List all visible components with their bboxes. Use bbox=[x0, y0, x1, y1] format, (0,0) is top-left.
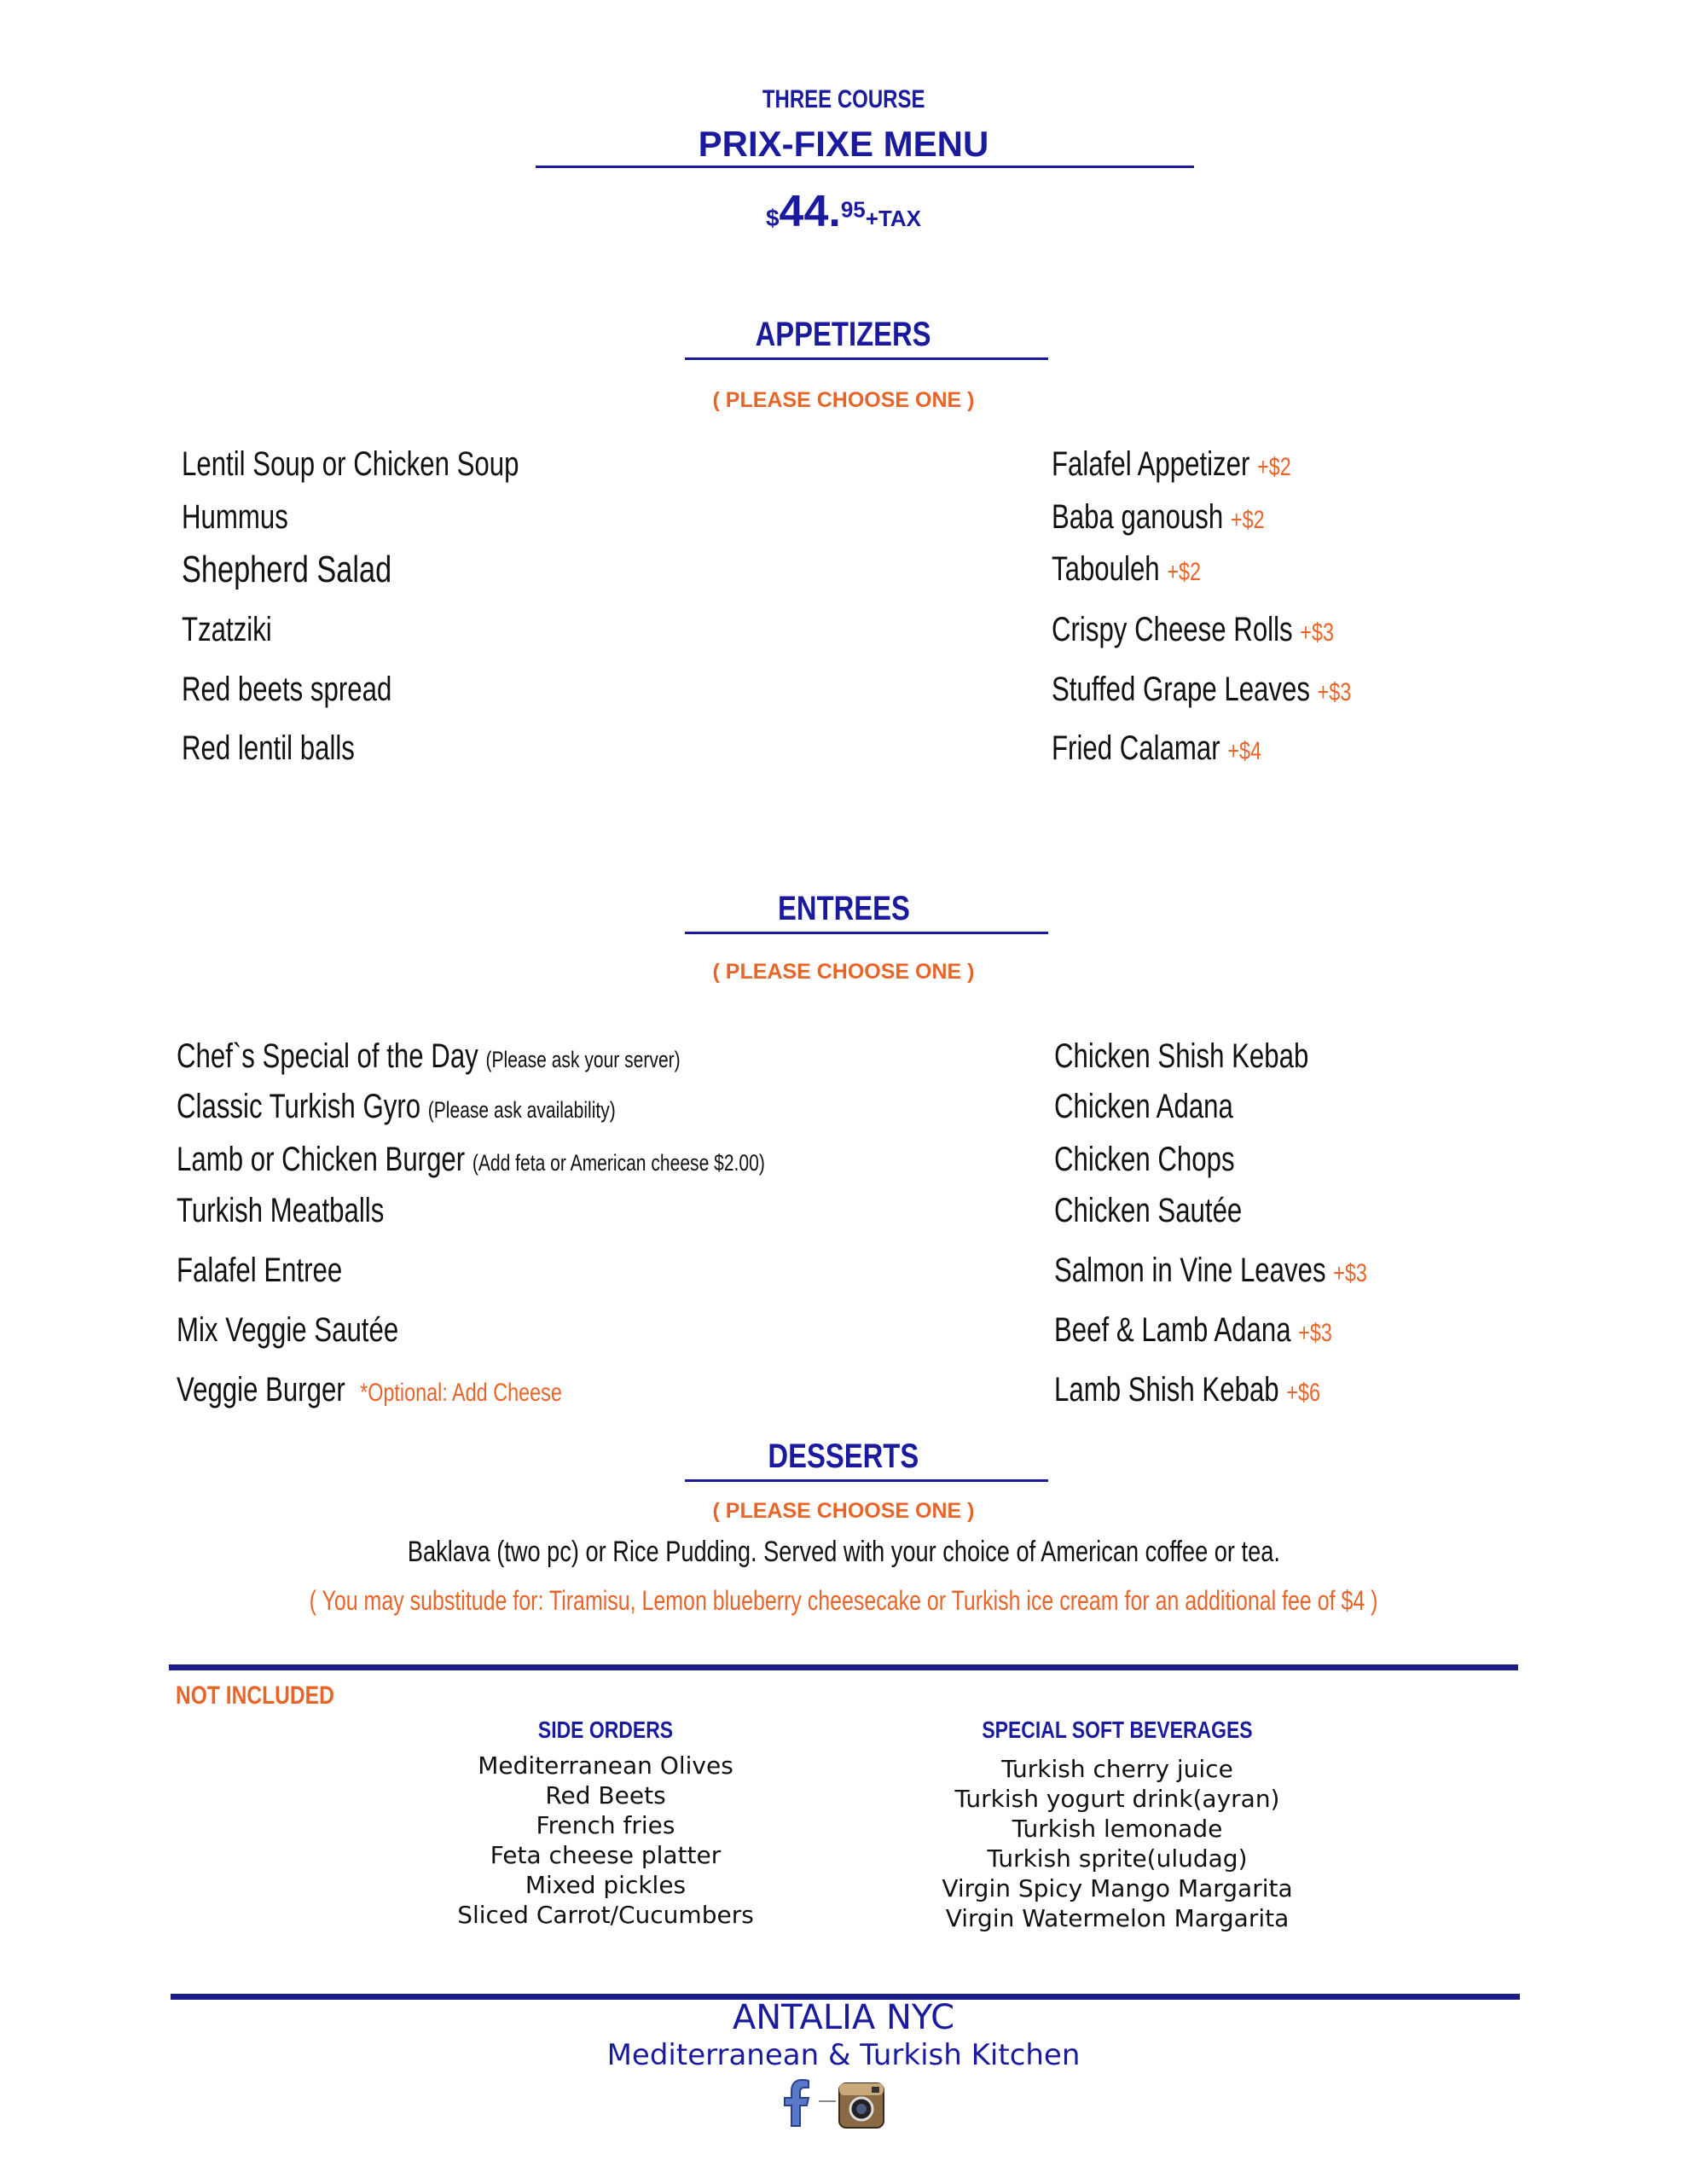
desserts-description: Baklava (two pc) or Rice Pudding. Served with your choice of American coffee or tea. bbox=[407, 1536, 1280, 1568]
list-item: Chicken Adana bbox=[1054, 1088, 1233, 1125]
arrow-connector bbox=[819, 2100, 836, 2102]
not-included-label: NOT INCLUDED bbox=[176, 1682, 334, 1710]
item-price: +$6 bbox=[1286, 1379, 1321, 1407]
list-item: Turkish Meatballs bbox=[177, 1192, 385, 1229]
facebook-icon[interactable] bbox=[776, 2075, 820, 2129]
desserts-underline bbox=[685, 1479, 1048, 1482]
desserts-substitution: ( You may substitude for: Tiramisu, Lemon blueberry cheesecake or Turkish ice cream for an additional fee of $4 ) bbox=[309, 1585, 1378, 1616]
list-item: Chicken Shish Kebab bbox=[1054, 1037, 1309, 1075]
list-item: Baba ganoush +$2 bbox=[1052, 498, 1265, 536]
list-item: Virgin Watermelon Margarita bbox=[945, 1904, 1290, 1932]
list-item: Mix Veggie Sautée bbox=[177, 1311, 399, 1349]
item-price: +$3 bbox=[1300, 619, 1335, 647]
menu-price bbox=[0, 186, 1687, 237]
item-optional: *Optional: Add Cheese bbox=[360, 1379, 562, 1407]
list-item: Mediterranean Olives bbox=[478, 1751, 733, 1780]
entrees-underline bbox=[685, 932, 1048, 934]
item-price: +$3 bbox=[1298, 1319, 1332, 1347]
section-divider bbox=[169, 1664, 1518, 1670]
list-item: Red lentil balls bbox=[182, 729, 355, 767]
item-price: +$3 bbox=[1333, 1259, 1367, 1287]
appetizers-underline bbox=[685, 357, 1048, 360]
beverages-title: SPECIAL SOFT BEVERAGES bbox=[982, 1716, 1253, 1743]
list-item: Turkish yogurt drink(ayran) bbox=[954, 1785, 1280, 1813]
list-item: Tabouleh +$2 bbox=[1052, 550, 1202, 588]
list-item: Mixed pickles bbox=[525, 1871, 687, 1899]
beverages-list bbox=[904, 1754, 1330, 1933]
item-price: +$2 bbox=[1230, 506, 1265, 534]
menu-title: PRIX-FIXE MENU bbox=[698, 124, 989, 164]
list-item: Lamb Shish Kebab +$6 bbox=[1054, 1371, 1321, 1409]
price-main: 44. bbox=[779, 187, 841, 236]
list-item: Turkish sprite(uludag) bbox=[987, 1844, 1248, 1873]
list-item: Veggie Burger *Optional: Add Cheese bbox=[177, 1371, 562, 1409]
list-item: Falafel Appetizer +$2 bbox=[1052, 445, 1291, 483]
price-tax: +TAX bbox=[865, 206, 922, 231]
list-item: French fries bbox=[536, 1811, 675, 1839]
list-item: Lamb or Chicken Burger (Add feta or American cheese $2.00) bbox=[177, 1141, 765, 1178]
list-item: Virgin Spicy Mango Margarita bbox=[942, 1874, 1293, 1902]
list-item: Fried Calamar +$4 bbox=[1052, 729, 1262, 767]
list-item: Turkish lemonade bbox=[1012, 1815, 1223, 1843]
desserts-instruction: ( PLEASE CHOOSE ONE ) bbox=[712, 1499, 975, 1523]
list-item: Red beets spread bbox=[182, 671, 392, 708]
list-item: Classic Turkish Gyro (Please ask availability) bbox=[177, 1088, 616, 1125]
list-item: Salmon in Vine Leaves +$3 bbox=[1054, 1252, 1367, 1289]
list-item: Turkish cherry juice bbox=[1001, 1755, 1233, 1783]
list-item: Shepherd Salad bbox=[182, 549, 392, 590]
appetizers-instruction: ( PLEASE CHOOSE ONE ) bbox=[712, 388, 975, 412]
restaurant-tagline: Mediterranean & Turkish Kitchen bbox=[606, 2038, 1081, 2072]
item-price: +$2 bbox=[1167, 558, 1202, 586]
desserts-title: DESSERTS bbox=[768, 1438, 919, 1475]
list-item: Lentil Soup or Chicken Soup bbox=[182, 445, 519, 483]
menu-kicker: THREE COURSE bbox=[762, 85, 925, 113]
list-item: Red Beets bbox=[545, 1781, 666, 1809]
list-item: Chef`s Special of the Day (Please ask your server) bbox=[177, 1037, 681, 1075]
side-orders-list bbox=[409, 1751, 802, 1930]
entrees-instruction: ( PLEASE CHOOSE ONE ) bbox=[712, 960, 975, 984]
item-price: +$4 bbox=[1227, 737, 1262, 765]
list-item: Crispy Cheese Rolls +$3 bbox=[1052, 611, 1335, 648]
list-item: Stuffed Grape Leaves +$3 bbox=[1052, 671, 1352, 708]
item-price: +$3 bbox=[1317, 678, 1352, 706]
appetizers-title: APPETIZERS bbox=[756, 316, 931, 353]
list-item: Chicken Chops bbox=[1054, 1141, 1235, 1178]
item-note: (Please ask availability) bbox=[427, 1097, 616, 1123]
restaurant-name: ANTALIA NYC bbox=[732, 1998, 955, 2037]
list-item: Feta cheese platter bbox=[490, 1841, 722, 1869]
list-item: Beef & Lamb Adana +$3 bbox=[1054, 1311, 1332, 1349]
side-orders-title: SIDE ORDERS bbox=[537, 1716, 674, 1743]
list-item: Tzatziki bbox=[182, 611, 272, 648]
list-item: Chicken Sautée bbox=[1054, 1192, 1243, 1229]
item-note: (Please ask your server) bbox=[485, 1047, 681, 1072]
price-cents: 95 bbox=[840, 196, 866, 223]
list-item: Falafel Entree bbox=[177, 1252, 343, 1289]
list-item: Hummus bbox=[182, 498, 288, 536]
entrees-title: ENTREES bbox=[777, 890, 910, 927]
instagram-icon[interactable] bbox=[838, 2082, 885, 2129]
title-underline bbox=[536, 166, 1194, 168]
list-item: Sliced Carrot/Cucumbers bbox=[457, 1901, 754, 1929]
item-price: +$2 bbox=[1257, 453, 1291, 481]
item-note: (Add feta or American cheese $2.00) bbox=[472, 1150, 765, 1176]
price-currency: $ bbox=[765, 205, 780, 231]
